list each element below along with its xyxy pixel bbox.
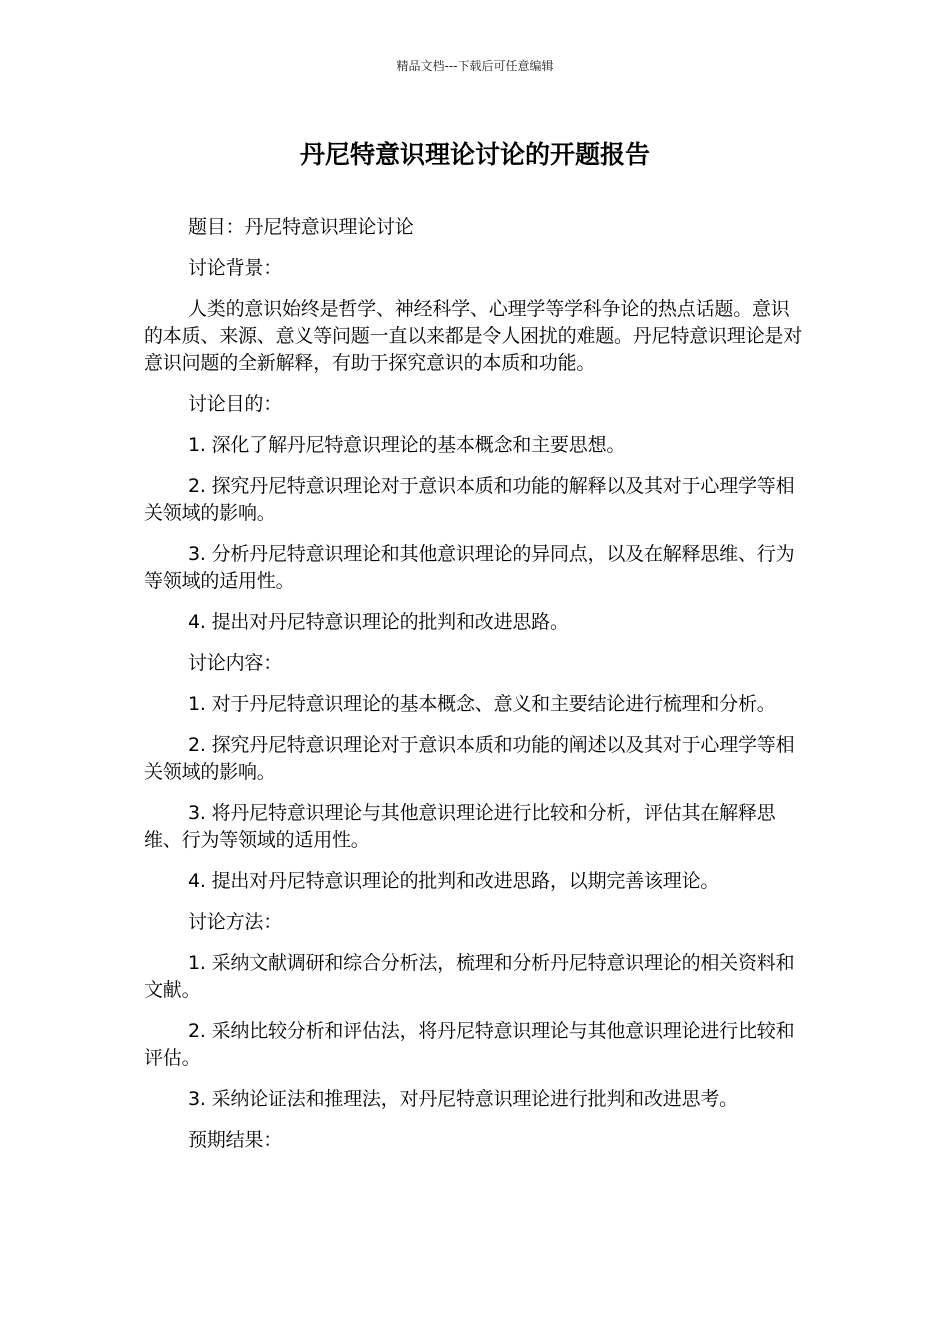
content-item: 3. 将丹尼特意识理论与其他意识理论进行比较和分析，评估其在解释思维、行为等领域的适用性。 <box>144 802 776 851</box>
section-heading-purpose: 讨论目的： <box>188 393 283 415</box>
purpose-item: 1. 深化了解丹尼特意识理论的基本概念和主要思想。 <box>188 434 626 456</box>
method-item: 3. 采纳论证法和推理法，对丹尼特意识理论进行批判和改进思考。 <box>188 1088 738 1110</box>
method-item: 1. 采纳文献调研和综合分析法，梳理和分析丹尼特意识理论的相关资料和文献。 <box>144 952 795 1001</box>
purpose-item: 2. 探究丹尼特意识理论对于意识本质和功能的解释以及其对于心理学等相关领域的影响。 <box>144 475 795 524</box>
purpose-item: 4. 提出对丹尼特意识理论的批判和改进思路。 <box>188 611 569 633</box>
method-item: 2. 采纳比较分析和评估法，将丹尼特意识理论与其他意识理论进行比较和评估。 <box>144 1020 795 1069</box>
purpose-item: 3. 分析丹尼特意识理论和其他意识理论的异同点，以及在解释思维、行为等领域的适用性。 <box>144 543 795 592</box>
content-item: 4. 提出对丹尼特意识理论的批判和改进思路，以期完善该理论。 <box>188 870 720 892</box>
section-heading-content: 讨论内容： <box>188 652 283 674</box>
section-heading-background: 讨论背景： <box>188 257 283 279</box>
document-title: 丹尼特意识理论讨论的开题报告 <box>299 140 650 169</box>
content-item: 2. 探究丹尼特意识理论对于意识本质和功能的阐述以及其对于心理学等相关领域的影响。 <box>144 734 795 783</box>
subject-line: 题目：丹尼特意识理论讨论 <box>188 216 414 238</box>
content-item: 1. 对于丹尼特意识理论的基本概念、意义和主要结论进行梳理和分析。 <box>188 693 776 715</box>
background-paragraph: 人类的意识始终是哲学、神经科学、心理学等学科争论的热点话题。意识的本质、来源、意义等问题一直以来都是令人困扰的难题。丹尼特意识理论是对意识问题的全新解释，有助于探究意识的本质和功能。 <box>144 298 803 374</box>
section-heading-method: 讨论方法： <box>188 911 283 933</box>
header-note: 精品文档---下载后可任意编辑 <box>396 59 554 73</box>
document-body <box>144 214 808 1168</box>
section-heading-expected-results: 预期结果： <box>188 1129 283 1151</box>
